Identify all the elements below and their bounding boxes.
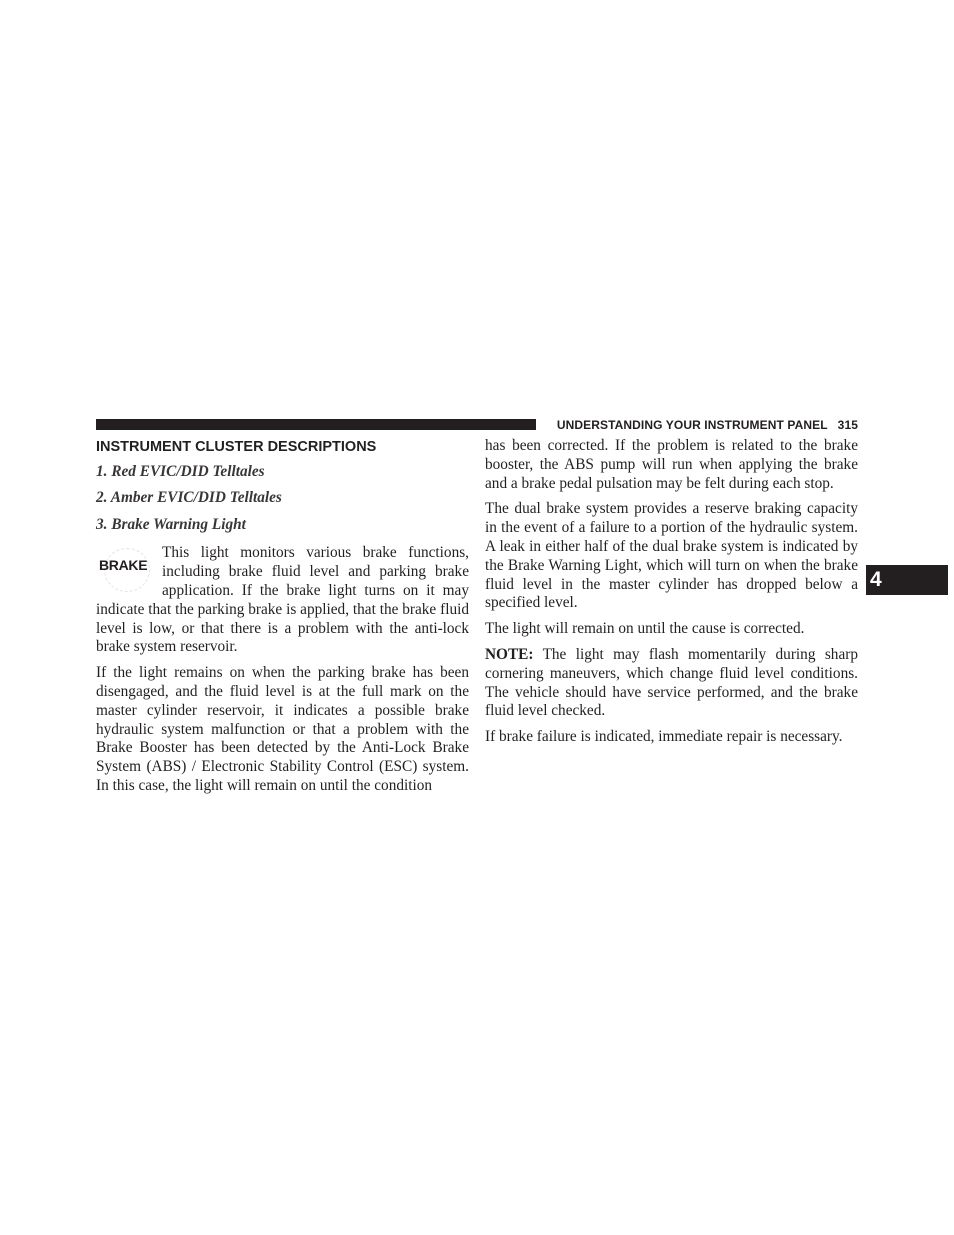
list-item-text: Brake Warning Light [111,515,246,533]
paragraph: has been corrected. If the problem is related to the brake booster, the ABS pump will run when applying the brake and a brake pedal pulsation may be felt during each stop. [485,437,858,492]
right-column [485,437,858,754]
page-number: 315 [837,418,858,432]
chapter-tab: 4 [866,565,948,595]
paragraph: If the light remains on when the parking brake has been disengaged, and the fluid level is at the full mark on the master cylinder reservoir, it indicates a possible brake hydraulic system malfunction or that a problem with the Brake Booster has been detected by the Anti-Lock Brake System (ABS) / Electronic Stability Control (ESC) system. In this case, the light will remain on until the condition [96,664,469,794]
header-rule [96,419,536,430]
brake-light-description [96,544,469,657]
running-header [557,417,858,433]
section-heading: INSTRUMENT CLUSTER DESCRIPTIONS [96,439,377,455]
list-item-number: 3. [96,515,108,533]
brake-warning-icon [96,546,154,594]
list-item-number: 1. [96,463,108,480]
list-item-text: Amber EVIC/DID Telltales [110,489,282,507]
brake-icon-label: BRAKE [99,557,148,574]
list-item-text: Red EVIC/DID Telltales [111,463,265,480]
paragraph-text: This light monitors various brake functions, including brake fluid level and parking brake application. If the brake light turns on it may indicate that the parking brake is applied, that the brake fluid level is low, or that there is a problem with the anti-lock brake system reservoir. [96,544,469,656]
note-label: NOTE: [485,645,534,663]
running-header-title: UNDERSTANDING YOUR INSTRUMENT PANEL [556,418,828,432]
paragraph: The dual brake system provides a reserve braking capacity in the event of a failure to a portion of the hydraulic system. A leak in either half of the dual brake system is indicated by the Brake Warning Light, which will turn on when the brake fluid level in the master cylinder has dropped below a specified level. [485,500,858,612]
paragraph: If brake failure is indicated, immediate repair is necessary. [485,728,843,746]
note-paragraph [485,646,858,721]
note-text: The light may flash momentarily during sharp cornering maneuvers, which change fluid level conditions. The vehicle should have service performed, and the brake fluid level checked. [485,645,858,720]
list-item-number: 2. [96,489,108,507]
list-item [96,463,469,482]
list-item [96,516,469,535]
list-item [96,489,469,508]
left-column [96,437,469,803]
paragraph: The light will remain on until the cause is corrected. [485,620,805,638]
